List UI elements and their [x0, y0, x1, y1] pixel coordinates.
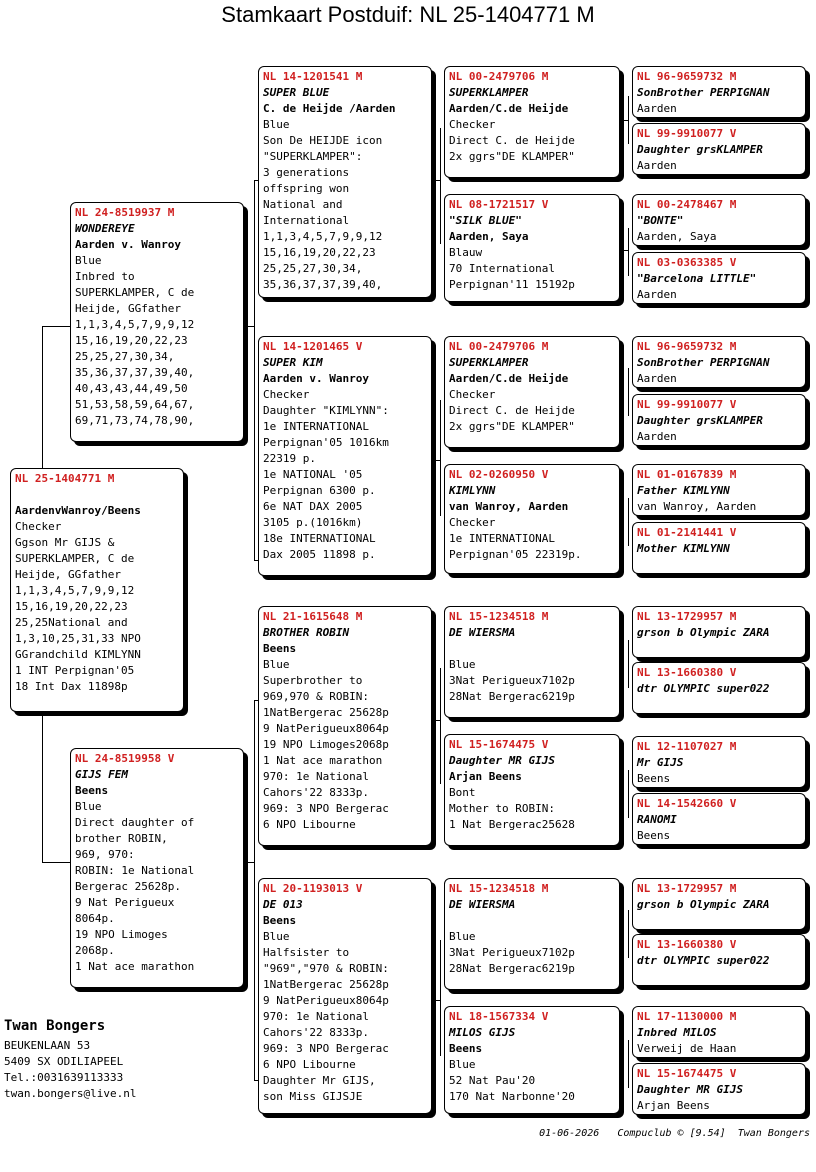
- detail-line: 25,25,27,30,34,: [263, 262, 363, 275]
- ring-number: NL 00-2479706 M: [449, 340, 549, 353]
- detail-line: 1e INTERNATIONAL: [263, 420, 369, 433]
- detail-line: 3105 p.(1016km): [263, 516, 363, 529]
- detail-line: 1e NATIONAL '05: [263, 468, 363, 481]
- connector-line: [254, 180, 255, 560]
- connector-line: [432, 720, 440, 721]
- detail-line: 1e INTERNATIONAL: [449, 532, 555, 545]
- connector-line: [244, 862, 254, 863]
- pigeon-name: SonBrother PERPIGNAN: [637, 356, 770, 369]
- pigeon-card-g15: [632, 1006, 806, 1058]
- pigeon-name: GIJS FEM: [75, 768, 128, 781]
- pigeon-owner: C. de Heijde /Aarden: [263, 102, 396, 115]
- ring-number: NL 14-1201465 V: [263, 340, 363, 353]
- pigeon-name: DE WIERSMA: [449, 898, 516, 911]
- detail-line: Perpignan'11 15192p: [449, 278, 575, 291]
- detail-line: Daughter Mr GIJS,: [263, 1074, 376, 1087]
- pigeon-owner: Aarden: [637, 430, 677, 443]
- pigeon-owner: Beens: [637, 829, 671, 842]
- detail-line: 52 Nat Pau'20: [449, 1074, 536, 1087]
- connector-line: [628, 1040, 629, 1088]
- detail-line: Heijde, GGfather: [15, 568, 121, 581]
- pigeon-name: grson b Olympic ZARA: [637, 626, 770, 639]
- detail-line: 3Nat Perigueux7102p: [449, 946, 575, 959]
- ring-number: NL 21-1615648 M: [263, 610, 363, 623]
- pigeon-owner: Aarden: [637, 372, 677, 385]
- connector-line: [628, 96, 629, 144]
- page-title: Stamkaart Postduif: NL 25-1404771 M: [221, 2, 595, 27]
- detail-line: 69,71,73,74,78,90,: [75, 414, 195, 427]
- detail-line: Checker: [449, 118, 496, 131]
- pigeon-card-mmf: [444, 878, 620, 990]
- detail-line: 9 NatPerigueux8064p: [263, 994, 389, 1007]
- detail-line: Cahors'22 8333p.: [263, 786, 369, 799]
- connector-line: [432, 1000, 440, 1001]
- detail-line: offspring won: [263, 182, 350, 195]
- detail-line: Direct C. de Heijde: [449, 404, 575, 417]
- detail-line: Bergerac 25628p.: [75, 880, 181, 893]
- pigeon-card-g5: [632, 336, 806, 388]
- pigeon-name: Mr GIJS: [637, 756, 684, 769]
- pigeon-name: Daughter MR GIJS: [449, 754, 555, 767]
- connector-line: [440, 668, 441, 784]
- detail-line: 969, 970:: [75, 848, 135, 861]
- ring-number: NL 96-9659732 M: [637, 340, 737, 353]
- detail-line: SUPERKLAMPER, C de: [15, 552, 135, 565]
- pigeon-owner: Beens: [449, 1042, 483, 1055]
- pigeon-name: "BONTE": [637, 214, 684, 227]
- detail-line: 40,43,43,44,49,50: [75, 382, 188, 395]
- connector-line: [440, 128, 441, 244]
- breeder-city: 5409 SX ODILIAPEEL: [4, 1055, 124, 1068]
- detail-line: 15,16,19,20,22,23: [263, 246, 376, 259]
- connector-line: [628, 368, 629, 416]
- pigeon-name: DE WIERSMA: [449, 626, 516, 639]
- ring-number: NL 00-2478467 M: [637, 198, 737, 211]
- pigeon-name: "Barcelona LITTLE": [637, 272, 757, 285]
- ring-number: NL 14-1201541 M: [263, 70, 363, 83]
- breeder-name: Twan Bongers: [4, 1018, 106, 1034]
- detail-line: 1,1,3,4,5,7,9,9,12: [263, 230, 383, 243]
- pigeon-name: [15, 487, 179, 503]
- pigeon-card-g16: [632, 1063, 806, 1115]
- ring-number: NL 18-1567334 V: [449, 1010, 549, 1023]
- pigeon-card-mmm: [444, 1006, 620, 1114]
- detail-line: SUPERKLAMPER, C de: [75, 286, 195, 299]
- detail-line: 2x ggrs"DE KLAMPER": [449, 150, 575, 163]
- pigeon-owner: [637, 697, 801, 713]
- detail-line: 1NatBergerac 25628p: [263, 706, 389, 719]
- detail-line: Checker: [449, 516, 496, 529]
- detail-line: 969,970 & ROBIN:: [263, 690, 369, 703]
- pigeon-card-ffm: [444, 194, 620, 302]
- connector-line: [628, 640, 629, 688]
- detail-line: brother ROBIN,: [75, 832, 168, 845]
- detail-line: 18e INTERNATIONAL: [263, 532, 376, 545]
- detail-line: Cahors'22 8333p.: [263, 1026, 369, 1039]
- detail-line: National and: [263, 198, 343, 211]
- detail-line: 35,36,37,37,39,40,: [263, 278, 383, 291]
- ring-number: NL 12-1107027 M: [637, 740, 737, 753]
- connector-line: [620, 250, 628, 251]
- ring-number: NL 02-0260950 V: [449, 468, 549, 481]
- pigeon-owner: [637, 913, 801, 929]
- pigeon-card-g7: [632, 464, 806, 516]
- pigeon-card-fm: [258, 336, 432, 576]
- footer: 01-06-2026 Compuclub © [9.54] Twan Bongers: [539, 1128, 810, 1139]
- detail-line: 970: 1e National: [263, 1010, 369, 1023]
- detail-line: Mother to ROBIN:: [449, 802, 555, 815]
- ring-number: NL 24-8519958 V: [75, 752, 175, 765]
- ring-number: NL 14-1542660 V: [637, 797, 737, 810]
- detail-line: Heijde, GGfather: [75, 302, 181, 315]
- pigeon-card-g13: [632, 878, 806, 930]
- pigeon-card-mother: [70, 748, 244, 988]
- pigeon-owner: Verweij de Haan: [637, 1042, 737, 1055]
- pigeon-owner: [637, 641, 801, 657]
- pigeon-name: MILOS GIJS: [449, 1026, 516, 1039]
- pigeon-owner: [449, 641, 615, 657]
- ring-number: NL 00-2479706 M: [449, 70, 549, 83]
- detail-line: Daughter "KIMLYNN":: [263, 404, 389, 417]
- detail-line: Ggson Mr GIJS &: [15, 536, 115, 549]
- detail-line: 18 Int Dax 11898p: [15, 680, 128, 693]
- ring-number: NL 20-1193013 V: [263, 882, 363, 895]
- detail-line: Checker: [15, 520, 62, 533]
- detail-line: 2x ggrs"DE KLAMPER": [449, 420, 575, 433]
- pigeon-owner: Beens: [75, 784, 109, 797]
- pigeon-owner: Aarden/C.de Heijde: [449, 372, 569, 385]
- connector-line: [628, 770, 629, 818]
- ring-number: NL 01-0167839 M: [637, 468, 737, 481]
- pigeon-owner: Aarden v. Wanroy: [75, 238, 181, 251]
- pigeon-name: Daughter MR GIJS: [637, 1083, 743, 1096]
- connector-line: [42, 862, 72, 863]
- detail-line: Checker: [449, 388, 496, 401]
- pigeon-owner: Arjan Beens: [637, 1099, 710, 1112]
- pigeon-name: dtr OLYMPIC super022: [637, 682, 770, 695]
- pigeon-card-g1: [632, 66, 806, 118]
- ring-number: NL 13-1729957 M: [637, 610, 737, 623]
- pigeon-card-g8: [632, 522, 806, 574]
- detail-line: 9 NatPerigueux8064p: [263, 722, 389, 735]
- detail-line: "969","970 & ROBIN:: [263, 962, 389, 975]
- pigeon-name: DE 013: [263, 898, 303, 911]
- ring-number: NL 99-9910077 V: [637, 127, 737, 140]
- pigeon-card-subject: [10, 468, 184, 712]
- pigeon-owner: Aarden, Saya: [637, 230, 717, 243]
- pigeon-owner: Aarden: [637, 159, 677, 172]
- ring-number: NL 99-9910077 V: [637, 398, 737, 411]
- detail-line: Dax 2005 11898 p.: [263, 548, 376, 561]
- detail-line: Blue: [263, 930, 290, 943]
- pigeon-name: KIMLYNN: [449, 484, 496, 497]
- pigeon-card-g12: [632, 793, 806, 845]
- pigeon-card-g3: [632, 194, 806, 246]
- ring-number: NL 25-1404771 M: [15, 472, 115, 485]
- connector-line: [42, 712, 43, 862]
- detail-line: 1,1,3,4,5,7,9,9,12: [75, 318, 195, 331]
- pigeon-name: Mother KIMLYNN: [637, 542, 730, 555]
- detail-line: "SUPERKLAMPER":: [263, 150, 363, 163]
- detail-line: 35,36,37,37,39,40,: [75, 366, 195, 379]
- detail-line: Blue: [263, 118, 290, 131]
- pigeon-owner: Beens: [637, 772, 671, 785]
- pigeon-owner: Aarden: [637, 102, 677, 115]
- detail-line: 1NatBergerac 25628p: [263, 978, 389, 991]
- detail-line: Halfsister to: [263, 946, 350, 959]
- ring-number: NL 15-1234518 M: [449, 610, 549, 623]
- ring-number: NL 24-8519937 M: [75, 206, 175, 219]
- pigeon-name: Inbred MILOS: [637, 1026, 717, 1039]
- detail-line: Blue: [263, 658, 290, 671]
- detail-line: 28Nat Bergerac6219p: [449, 690, 575, 703]
- ring-number: NL 13-1660380 V: [637, 938, 737, 951]
- detail-line: 1 INT Perpignan'05: [15, 664, 135, 677]
- pigeon-card-g9: [632, 606, 806, 658]
- pigeon-name: SonBrother PERPIGNAN: [637, 86, 770, 99]
- ring-number: NL 15-1674475 V: [637, 1067, 737, 1080]
- detail-line: 969: 3 NPO Bergerac: [263, 1042, 389, 1055]
- pigeon-name: SUPER BLUE: [263, 86, 330, 99]
- detail-line: 8064p.: [75, 912, 115, 925]
- pigeon-card-mm: [258, 878, 432, 1114]
- detail-line: 28Nat Bergerac6219p: [449, 962, 575, 975]
- detail-line: 170 Nat Narbonne'20: [449, 1090, 575, 1103]
- connector-line: [42, 326, 43, 468]
- pigeon-name: RANOMI: [637, 813, 677, 826]
- pigeon-owner: Aarden/C.de Heijde: [449, 102, 569, 115]
- connector-line: [432, 180, 440, 181]
- detail-line: Bont: [449, 786, 476, 799]
- detail-line: 970: 1e National: [263, 770, 369, 783]
- breeder-phone: Tel.:0031639113333: [4, 1071, 124, 1084]
- breeder-info: [4, 1018, 136, 1102]
- detail-line: Blue: [449, 658, 476, 671]
- ring-number: NL 15-1234518 M: [449, 882, 549, 895]
- pigeon-owner: Aarden: [637, 288, 677, 301]
- detail-line: Blue: [75, 254, 102, 267]
- pigeon-name: Father KIMLYNN: [637, 484, 730, 497]
- detail-line: Perpignan 6300 p.: [263, 484, 376, 497]
- pigeon-card-g2: [632, 123, 806, 175]
- detail-line: 3Nat Perigueux7102p: [449, 674, 575, 687]
- detail-line: Blauw: [449, 246, 483, 259]
- detail-line: Perpignan'05 1016km: [263, 436, 389, 449]
- detail-line: 6 NPO Libourne: [263, 1058, 356, 1071]
- detail-line: Son De HEIJDE icon: [263, 134, 383, 147]
- pigeon-owner: Aarden v. Wanroy: [263, 372, 369, 385]
- pigeon-card-fff: [444, 66, 620, 178]
- detail-line: 9 Nat Perigueux: [75, 896, 175, 909]
- ring-number: NL 08-1721517 V: [449, 198, 549, 211]
- detail-line: Direct C. de Heijde: [449, 134, 575, 147]
- pigeon-name: SUPER KIM: [263, 356, 323, 369]
- pigeon-card-g10: [632, 662, 806, 714]
- detail-line: ROBIN: 1e National: [75, 864, 195, 877]
- pigeon-name: SUPERKLAMPER: [449, 356, 529, 369]
- detail-line: son Miss GIJSJE: [263, 1090, 363, 1103]
- detail-line: 6e NAT DAX 2005: [263, 500, 363, 513]
- pigeon-card-mff: [444, 606, 620, 718]
- ring-number: NL 13-1660380 V: [637, 666, 737, 679]
- pigeon-owner: [449, 913, 615, 929]
- pigeon-card-fmf: [444, 336, 620, 448]
- detail-line: Blue: [449, 930, 476, 943]
- detail-line: International: [263, 214, 350, 227]
- detail-line: 1 Nat ace marathon: [75, 960, 195, 973]
- pigeon-card-ff: [258, 66, 432, 298]
- pigeon-owner: Beens: [263, 642, 297, 655]
- pigeon-name: WONDEREYE: [75, 222, 135, 235]
- pigeon-name: "SILK BLUE": [449, 214, 522, 227]
- pigeon-name: dtr OLYMPIC super022: [637, 954, 770, 967]
- pigeon-card-g6: [632, 394, 806, 446]
- detail-line: 25,25,27,30,34,: [75, 350, 175, 363]
- pigeon-card-mf: [258, 606, 432, 846]
- detail-line: 1,1,3,4,5,7,9,9,12: [15, 584, 135, 597]
- pigeon-owner: AardenvWanroy/Beens: [15, 504, 141, 517]
- pigeon-card-fmm: [444, 464, 620, 574]
- detail-line: Direct daughter of: [75, 816, 195, 829]
- connector-line: [628, 498, 629, 546]
- detail-line: 1 Nat ace marathon: [263, 754, 383, 767]
- detail-line: 22319 p.: [263, 452, 316, 465]
- ring-number: NL 01-2141441 V: [637, 526, 737, 539]
- detail-line: 3 generations: [263, 166, 350, 179]
- pigeon-owner: van Wanroy, Aarden: [637, 500, 757, 513]
- connector-line: [244, 326, 254, 327]
- detail-line: 19 NPO Limoges2068p: [263, 738, 389, 751]
- pigeon-card-mfm: [444, 734, 620, 846]
- pigeon-owner: [637, 557, 801, 573]
- detail-line: 25,25National and: [15, 616, 128, 629]
- ring-number: NL 96-9659732 M: [637, 70, 737, 83]
- connector-line: [628, 910, 629, 958]
- detail-line: 15,16,19,20,22,23: [15, 600, 128, 613]
- ring-number: NL 13-1729957 M: [637, 882, 737, 895]
- detail-line: 969: 3 NPO Bergerac: [263, 802, 389, 815]
- pigeon-owner: Arjan Beens: [449, 770, 522, 783]
- connector-line: [620, 120, 628, 121]
- pigeon-card-g14: [632, 934, 806, 986]
- detail-line: Superbrother to: [263, 674, 363, 687]
- pigeon-card-g11: [632, 736, 806, 788]
- detail-line: Perpignan'05 22319p.: [449, 548, 582, 561]
- connector-line: [628, 228, 629, 276]
- ring-number: NL 03-0363385 V: [637, 256, 737, 269]
- ring-number: NL 15-1674475 V: [449, 738, 549, 751]
- connector-line: [440, 940, 441, 1056]
- pigeon-name: BROTHER ROBIN: [263, 626, 350, 639]
- pigeon-card-father: [70, 202, 244, 442]
- breeder-address: BEUKENLAAN 53: [4, 1039, 91, 1052]
- detail-line: Checker: [263, 388, 310, 401]
- detail-line: Blue: [75, 800, 102, 813]
- detail-line: 2068p.: [75, 944, 115, 957]
- detail-line: 19 NPO Limoges: [75, 928, 168, 941]
- detail-line: GGrandchild KIMLYNN: [15, 648, 141, 661]
- detail-line: Inbred to: [75, 270, 135, 283]
- pigeon-name: SUPERKLAMPER: [449, 86, 529, 99]
- ring-number: NL 17-1130000 M: [637, 1010, 737, 1023]
- detail-line: Blue: [449, 1058, 476, 1071]
- detail-line: 1,3,10,25,31,33 NPO: [15, 632, 141, 645]
- connector-line: [254, 700, 255, 1080]
- connector-line: [440, 400, 441, 516]
- detail-line: 51,53,58,59,64,67,: [75, 398, 195, 411]
- pigeon-owner: Aarden, Saya: [449, 230, 529, 243]
- breeder-email: twan.bongers@live.nl: [4, 1087, 137, 1100]
- connector-line: [42, 326, 72, 327]
- detail-line: 1 Nat Bergerac25628: [449, 818, 575, 831]
- detail-line: 6 NPO Libourne: [263, 818, 356, 831]
- pigeon-name: Daughter grsKLAMPER: [637, 414, 763, 427]
- detail-line: 15,16,19,20,22,23: [75, 334, 188, 347]
- pigeon-name: Daughter grsKLAMPER: [637, 143, 763, 156]
- pigeon-card-g4: [632, 252, 806, 304]
- pigeon-owner: [637, 969, 801, 985]
- pigeon-owner: Beens: [263, 914, 297, 927]
- pigeon-name: grson b Olympic ZARA: [637, 898, 770, 911]
- pigeon-owner: van Wanroy, Aarden: [449, 500, 569, 513]
- detail-line: 70 International: [449, 262, 555, 275]
- connector-line: [432, 460, 440, 461]
